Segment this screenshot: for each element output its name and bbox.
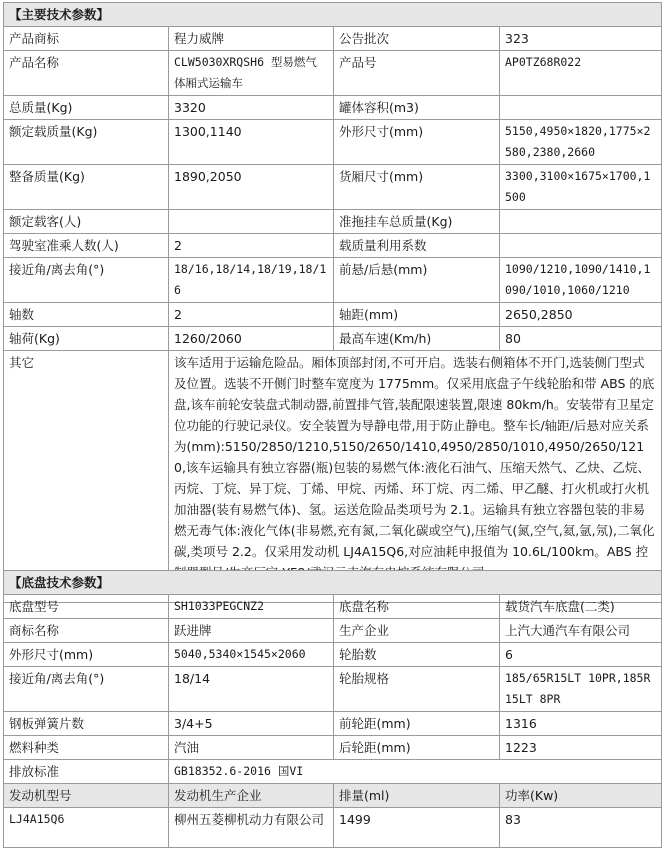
- engine-data-cell: LJ4A15Q6: [4, 808, 169, 848]
- engine-header-cell: 发动机型号: [4, 784, 169, 808]
- main-table-row: [4, 210, 662, 234]
- main-cell-value: [169, 210, 334, 234]
- main-cell-value: CLW5030XRQSH6 型易燃气体厢式运输车: [169, 51, 334, 96]
- main-cell-value: 5150,4950×1820,1775×2580,2380,2660: [500, 120, 662, 165]
- chassis-cell-label: 前轮距(mm): [334, 712, 500, 736]
- main-cell-label: 外形尺寸(mm): [334, 120, 500, 165]
- chassis-table-row: [4, 595, 662, 619]
- main-cell-label: 产品号: [334, 51, 500, 96]
- main-table-row: [4, 234, 662, 258]
- chassis-cell-value: 18/14: [169, 667, 334, 712]
- engine-data-cell: 1499: [334, 808, 500, 848]
- emission-standard-row: [4, 760, 662, 784]
- chassis-cell-label: 底盘名称: [334, 595, 500, 619]
- emission-standard-value: GB18352.6-2016 国VI: [169, 760, 662, 784]
- main-cell-value: 1890,2050: [169, 165, 334, 210]
- main-cell-value: 2: [169, 234, 334, 258]
- main-cell-label: 产品名称: [4, 51, 169, 96]
- chassis-cell-value: 汽油: [169, 736, 334, 760]
- chassis-cell-label: 接近角/离去角(°): [4, 667, 169, 712]
- chassis-spec-table: [3, 570, 662, 848]
- main-cell-label: 轴荷(Kg): [4, 327, 169, 351]
- main-cell-value: 1300,1140: [169, 120, 334, 165]
- main-cell-value: [500, 210, 662, 234]
- main-cell-label: 整备质量(Kg): [4, 165, 169, 210]
- chassis-cell-label: 轮胎数: [334, 643, 500, 667]
- main-table-row: [4, 96, 662, 120]
- chassis-cell-value: 3/4+5: [169, 712, 334, 736]
- chassis-cell-label: 生产企业: [334, 619, 500, 643]
- chassis-table-row: [4, 619, 662, 643]
- main-section-title: 【主要技术参数】: [4, 3, 662, 27]
- chassis-cell-value: 1316: [500, 712, 662, 736]
- chassis-cell-label: 燃料种类: [4, 736, 169, 760]
- chassis-cell-value: 6: [500, 643, 662, 667]
- main-table-row: [4, 258, 662, 303]
- engine-data-row: [4, 808, 662, 848]
- main-cell-value: 323: [500, 27, 662, 51]
- chassis-cell-value: 1223: [500, 736, 662, 760]
- chassis-table-row: [4, 736, 662, 760]
- main-cell-label: 载质量利用系数: [334, 234, 500, 258]
- main-cell-value: 1260/2060: [169, 327, 334, 351]
- main-table-row: [4, 27, 662, 51]
- main-table-row: [4, 327, 662, 351]
- main-cell-label: 轴数: [4, 303, 169, 327]
- engine-header-cell: 功率(Kw): [500, 784, 662, 808]
- main-spec-table: [3, 2, 662, 603]
- main-table-row: [4, 120, 662, 165]
- main-cell-value: 1090/1210,1090/1410,1090/1010,1060/1210: [500, 258, 662, 303]
- chassis-cell-value: 跃进牌: [169, 619, 334, 643]
- main-cell-value: 3300,3100×1675×1700,1500: [500, 165, 662, 210]
- main-table-row: [4, 51, 662, 96]
- main-cell-label: 总质量(Kg): [4, 96, 169, 120]
- main-cell-value: 80: [500, 327, 662, 351]
- main-cell-label: 准拖挂车总质量(Kg): [334, 210, 500, 234]
- engine-header-row: [4, 784, 662, 808]
- main-cell-label: 轴距(mm): [334, 303, 500, 327]
- main-cell-label: 额定载客(人): [4, 210, 169, 234]
- chassis-cell-label: 商标名称: [4, 619, 169, 643]
- main-cell-label: 驾驶室准乘人数(人): [4, 234, 169, 258]
- main-cell-value: AP0TZ68R022: [500, 51, 662, 96]
- chassis-cell-label: 底盘型号: [4, 595, 169, 619]
- chassis-table-row: [4, 643, 662, 667]
- other-label: 其它: [4, 351, 169, 603]
- main-cell-value: 18/16,18/14,18/19,18/16: [169, 258, 334, 303]
- engine-data-cell: 83: [500, 808, 662, 848]
- engine-header-cell: 排量(ml): [334, 784, 500, 808]
- chassis-cell-value: SH1033PEGCNZ2: [169, 595, 334, 619]
- main-cell-value: 程力威牌: [169, 27, 334, 51]
- engine-header-cell: 发动机生产企业: [169, 784, 334, 808]
- chassis-cell-value: 185/65R15LT 10PR,185R15LT 8PR: [500, 667, 662, 712]
- main-cell-label: 罐体容积(m3): [334, 96, 500, 120]
- chassis-section-title: 【底盘技术参数】: [4, 571, 662, 595]
- chassis-cell-label: 外形尺寸(mm): [4, 643, 169, 667]
- engine-data-cell: 柳州五菱柳机动力有限公司: [169, 808, 334, 848]
- main-cell-label: 产品商标: [4, 27, 169, 51]
- chassis-table-row: [4, 667, 662, 712]
- main-cell-label: 货厢尺寸(mm): [334, 165, 500, 210]
- main-cell-value: [500, 96, 662, 120]
- main-cell-value: 3320: [169, 96, 334, 120]
- main-cell-value: 2650,2850: [500, 303, 662, 327]
- main-other-row: [4, 351, 662, 603]
- main-cell-label: 前悬/后悬(mm): [334, 258, 500, 303]
- main-table-row: [4, 165, 662, 210]
- main-cell-label: 公告批次: [334, 27, 500, 51]
- main-table-row: [4, 303, 662, 327]
- chassis-cell-label: 后轮距(mm): [334, 736, 500, 760]
- chassis-table-row: [4, 712, 662, 736]
- chassis-cell-value: 5040,5340×1545×2060: [169, 643, 334, 667]
- main-cell-value: [500, 234, 662, 258]
- other-description: 该车适用于运输危险品。厢体顶部封闭,不可开启。选装右侧箱体不开门,选装侧门型式及位置。选装不开侧门时整车宽度为 1775mm。仅采用底盘子午线轮胎和带 ABS 的底盘,该车前轮安装盘式制动器,前置排气管,装配限速装置,限速 80km/h。安装带有卫星定位功能的行驶记录仪。安全装置为导静电带,用于防止静电。整车长/轴距/后悬对应关系为(mm):5150/2850/1210,5150/2650/1410,4950/2850/1010,4950/2650/1210,该车运输具有独立容器(瓶)包装的易燃气体:液化石油气、压缩天然气、乙炔、乙烷、丙烷、丁烷、异丁烷、丁烯、甲烷、丙烯、环丁烷、丙二烯、甲乙醚、打火机或打火机加油器(装有易燃气体)、氢。运送危险品类项号为 2.1。运输具有独立容器包装的非易燃无毒气体:液化气体(非易燃,充有氮,二氧化碳或空气),压缩气(氮,空气,氦,氩,氖),二氧化碳,类项号 2.2。仅采用发动机 LJ4A15Q6,对应油耗申报值为 10.6L/100km。ABS 控: [169, 351, 662, 603]
- chassis-cell-label: 轮胎规格: [334, 667, 500, 712]
- chassis-cell-label: 钢板弹簧片数: [4, 712, 169, 736]
- main-cell-label: 接近角/离去角(°): [4, 258, 169, 303]
- chassis-cell-value: 上汽大通汽车有限公司: [500, 619, 662, 643]
- main-cell-label: 最高车速(Km/h): [334, 327, 500, 351]
- chassis-cell-value: 载货汽车底盘(二类): [500, 595, 662, 619]
- main-cell-value: 2: [169, 303, 334, 327]
- main-cell-label: 额定载质量(Kg): [4, 120, 169, 165]
- emission-standard-label: 排放标准: [4, 760, 169, 784]
